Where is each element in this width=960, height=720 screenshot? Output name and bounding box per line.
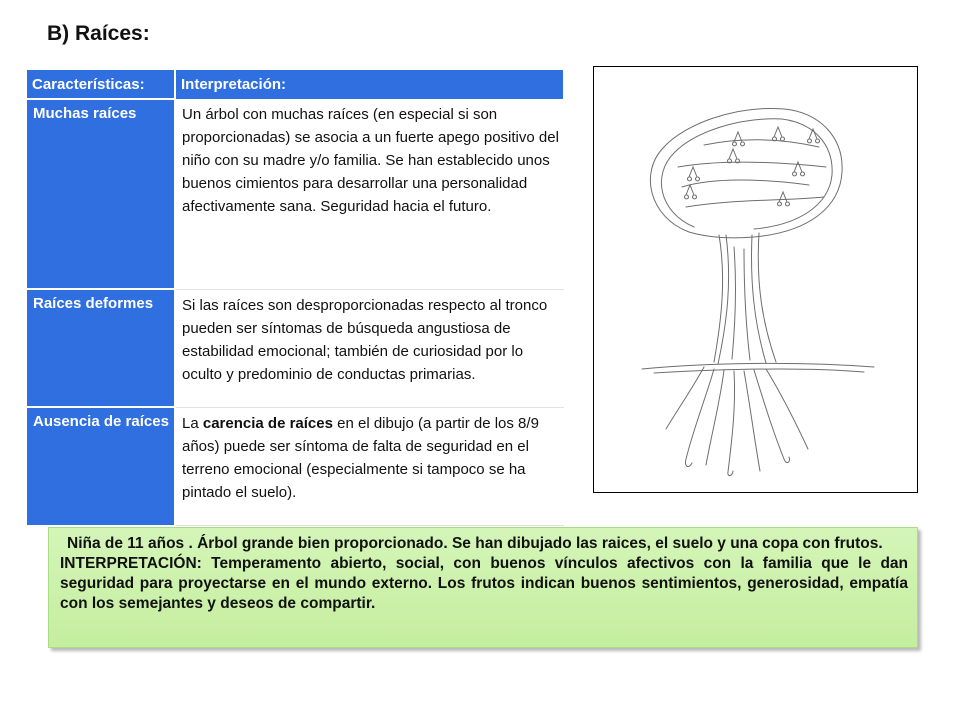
page-title: B) Raíces: — [47, 22, 150, 45]
row-feature-no-roots: Ausencia de raíces — [27, 407, 175, 525]
row-interpretation-many-roots: Un árbol con muchas raíces (en especial si son proporcionadas) se asocia a un fuerte apego positivo del niño con su madre y/o familia. Se han establecido unos buenos cimientos para desarrollar una personalidad afectivamente sana. Seguridad hacia el futuro. — [175, 99, 564, 289]
case-interpretation: INTERPRETACIÓN: Temperamento abierto, social, con buenos vínculos afectivos con la familia que le dan seguridad para proyectarse en el mundo externo. Los frutos indican buenos sentimientos, generosidad, empatía con los semejantes y deseos de compartir. — [60, 555, 908, 612]
interpretation-text-end: en el dibujo (a partir de los 8/9 años) puede ser síntoma de falta de seguridad en el terreno emocional (especialmente si tampoco se ha pintado el suelo). — [182, 414, 539, 501]
header-interpretation: Interpretación: — [175, 70, 564, 99]
row-interpretation-deformed-roots: Si las raíces son desproporcionadas respecto al tronco pueden ser síntomas de búsqueda angustiosa de estabilidad emocional; también de curiosidad por lo oculto y predominio de conductas primarias. — [175, 289, 564, 407]
table-row — [27, 99, 564, 289]
table-row — [27, 289, 564, 407]
table-row — [27, 407, 564, 525]
interpretation-emphasis: carencia de raíces — [202, 414, 333, 432]
interpretation-text-start: La — [182, 414, 203, 432]
row-feature-many-roots: Muchas raíces — [27, 99, 175, 289]
row-feature-deformed-roots: Raíces deformes — [27, 289, 175, 407]
table-header-row — [27, 70, 564, 99]
header-characteristics: Características: — [27, 70, 175, 99]
case-note-box — [48, 527, 918, 648]
tree-sketch — [594, 67, 919, 494]
roots-interpretation-table — [27, 70, 565, 526]
case-description: Niña de 11 años . Árbol grande bien proporcionado. Se han dibujado las raices, el suelo y una copa con frutos. — [67, 535, 883, 552]
row-interpretation-no-roots — [175, 407, 564, 525]
child-tree-drawing — [593, 66, 918, 493]
